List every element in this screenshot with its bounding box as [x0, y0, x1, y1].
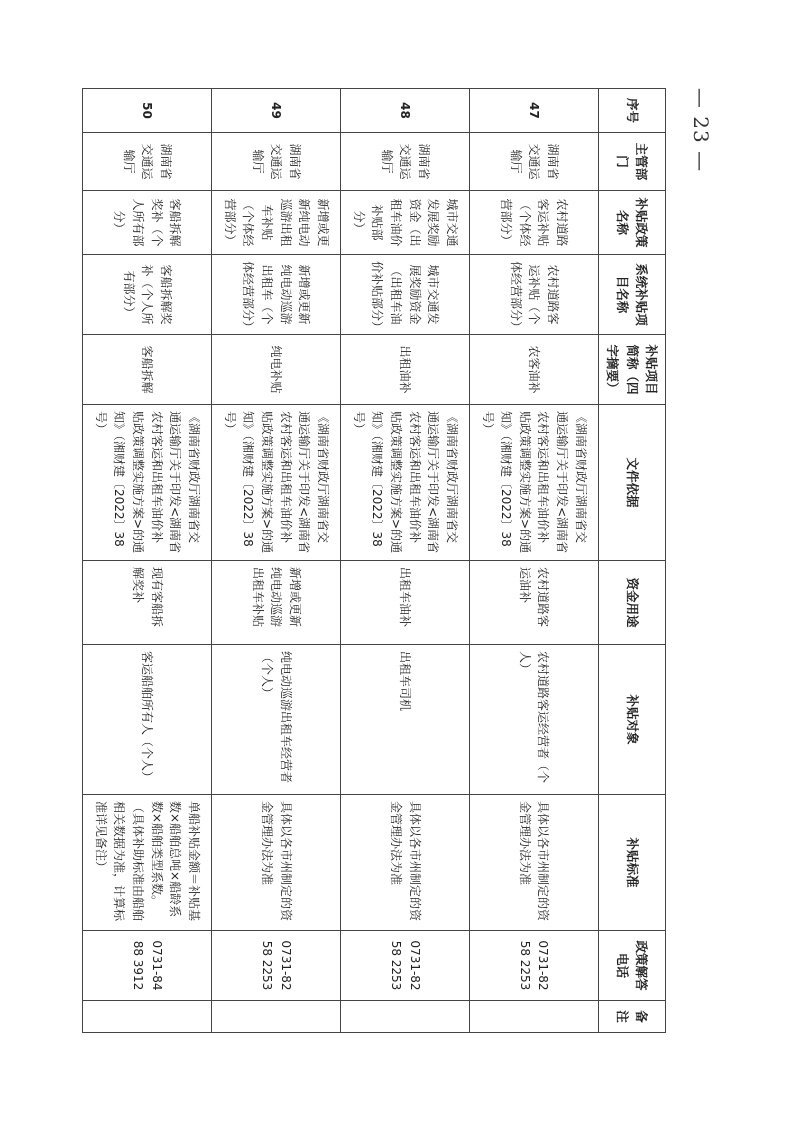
header-standard: 补贴标准: [598, 795, 665, 931]
cell-policy-name: 客船拆解奖补（个人所有部分）: [83, 191, 212, 255]
cell-short-name: 客船拆解: [83, 335, 212, 405]
page-number: — 23 —: [689, 87, 714, 173]
cell-standard: 单船补贴金额＝补贴基数×船舶总吨×船龄系数×船舶类型系数。（具体补助标准由船舶相关数据为准，计算标准详见备注）: [83, 795, 212, 931]
subsidy-table: [82, 88, 666, 1033]
cell-short-name: 出租油补: [340, 335, 469, 405]
cell-remarks: [211, 1001, 340, 1033]
cell-policy-name: 城市交通发展奖励资金（出租车油价补贴部分）: [340, 191, 469, 255]
cell-index: 48: [340, 89, 469, 133]
cell-index: 49: [211, 89, 340, 133]
cell-department: 湖南省交通运输厅: [211, 133, 340, 191]
header-phone: 政策解答电话: [598, 931, 665, 1001]
header-index: 序号: [598, 89, 665, 133]
cell-fund-use: 新增或更新纯电动巡游出租车补贴: [211, 561, 340, 645]
cell-department: 湖南省交通运输厅: [340, 133, 469, 191]
cell-remarks: [340, 1001, 469, 1033]
table-row: [469, 89, 598, 1033]
cell-system-project-name: 客船拆解奖补（个人所有部分）: [83, 255, 212, 335]
header-short-name: 补贴项目简称（四字摘要）: [598, 335, 665, 405]
header-target: 补贴对象: [598, 645, 665, 795]
cell-index: 50: [83, 89, 212, 133]
table-row: [83, 89, 212, 1033]
header-department: 主管部门: [598, 133, 665, 191]
header-fund-use: 资金用途: [598, 561, 665, 645]
table-row: [340, 89, 469, 1033]
cell-fund-use: 农村道路客运油补: [469, 561, 598, 645]
cell-target: 客运船舶所有人（个人）: [83, 645, 212, 795]
cell-document-basis: 《湖南省财政厅湖南省交通运输厅关于印发<湖南省农村客运和出租车油价补贴政策调整实施方案>的通知》（湘财建〔2022〕38号）: [469, 405, 598, 561]
header-policy-name: 补贴政策名称: [598, 191, 665, 255]
cell-standard: 具体以各市州制定的资金管理办法为准: [211, 795, 340, 931]
cell-document-basis: 《湖南省财政厅湖南省交通运输厅关于印发<湖南省农村客运和出租车油价补贴政策调整实施方案>的通知》（湘财建〔2022〕38号）: [83, 405, 212, 561]
cell-fund-use: 出租车油补: [340, 561, 469, 645]
cell-standard: 具体以各市州制定的资金管理办法为准: [340, 795, 469, 931]
cell-phone: 0731-8258 2253: [340, 931, 469, 1001]
cell-standard: 具体以各市州制定的资金管理办法为准: [469, 795, 598, 931]
cell-department: 湖南省交通运输厅: [83, 133, 212, 191]
cell-system-project-name: 新增或更新纯电动巡游出租车（个体经营部分）: [211, 255, 340, 335]
cell-phone: 0731-8258 2253: [469, 931, 598, 1001]
cell-phone: 0731-8258 2253: [211, 931, 340, 1001]
cell-target: 出租车司机: [340, 645, 469, 795]
cell-policy-name: 新增或更新纯电动巡游出租车补贴（个体经营部分）: [211, 191, 340, 255]
header-remarks: 备注: [598, 1001, 665, 1033]
cell-index: 47: [469, 89, 598, 133]
cell-department: 湖南省交通运输厅: [469, 133, 598, 191]
cell-document-basis: 《湖南省财政厅湖南省交通运输厅关于印发<湖南省农村客运和出租车油价补贴政策调整实施方案>的通知》（湘财建〔2022〕38号）: [340, 405, 469, 561]
cell-remarks: [469, 1001, 598, 1033]
subsidy-table-container: [82, 88, 666, 1032]
table-header-row: [598, 89, 665, 1033]
cell-phone: 0731-8488 3912: [83, 931, 212, 1001]
cell-remarks: [83, 1001, 212, 1033]
cell-short-name: 农客油补: [469, 335, 598, 405]
cell-system-project-name: 城市交通发展奖励资金（出租车油价补贴部分）: [340, 255, 469, 335]
cell-short-name: 纯电补贴: [211, 335, 340, 405]
cell-target: 纯电动巡游出租车经营者（个人）: [211, 645, 340, 795]
cell-policy-name: 农村道路客运补贴（个体经营部分）: [469, 191, 598, 255]
header-system-project-name: 系统补贴项目名称: [598, 255, 665, 335]
cell-target: 农村道路客运经营者（个人）: [469, 645, 598, 795]
cell-document-basis: 《湖南省财政厅湖南省交通运输厅关于印发<湖南省农村客运和出租车油价补贴政策调整实施方案>的通知》（湘财建〔2022〕38号）: [211, 405, 340, 561]
table-row: [211, 89, 340, 1033]
cell-fund-use: 现有客船拆解奖补: [83, 561, 212, 645]
cell-system-project-name: 农村道路客运补贴（个体经营部分）: [469, 255, 598, 335]
header-document-basis: 文件依据: [598, 405, 665, 561]
